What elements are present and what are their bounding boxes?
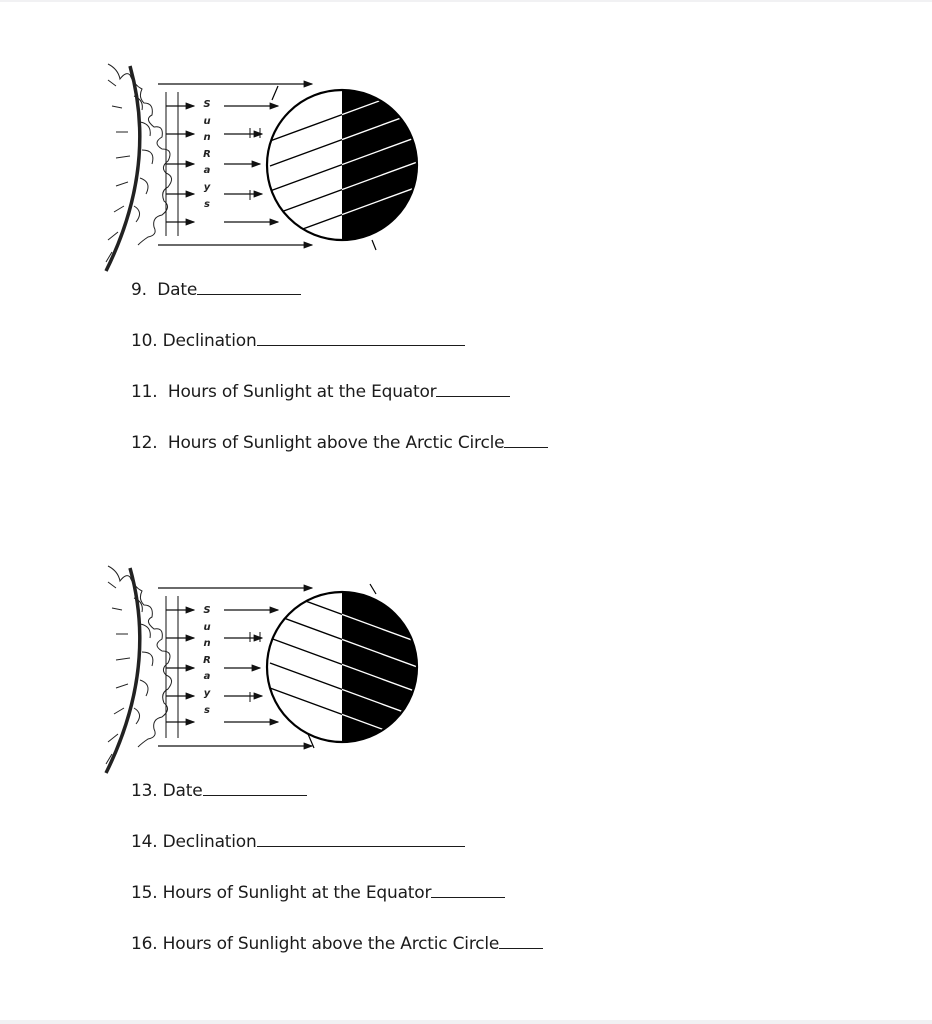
answer-blank[interactable] [504,434,548,448]
question-text: Date [162,781,203,801]
letter-s: S [203,605,211,616]
question-text: Declination [162,832,257,852]
question-text: Declination [162,331,257,351]
question-number: 16. [131,934,158,954]
letter-s2: s [204,704,210,716]
question-9 [131,280,301,300]
sun-icon [106,64,172,271]
question-15 [131,883,505,903]
question-13 [131,781,307,801]
sun-earth-diagram-2 [100,558,430,783]
question-text: Hours of Sunlight above the Arctic Circle [162,934,500,954]
sun-icon [106,566,172,773]
letter-s: S [203,99,211,110]
answer-blank[interactable] [499,935,543,949]
question-text: Date [157,280,198,300]
question-12 [131,433,548,453]
question-text: Hours of Sunlight above the Arctic Circle [167,433,505,453]
question-10 [131,331,465,351]
question-text: Hours of Sunlight at the Equator [162,883,432,903]
question-number: 15. [131,883,158,903]
question-14 [131,832,465,852]
letter-y: y [203,181,211,193]
answer-blank[interactable] [203,782,307,796]
letter-s2: s [204,198,210,210]
diagram-2-svg [100,558,430,783]
answer-blank[interactable] [257,833,465,847]
letter-a: a [203,671,211,683]
letter-n: n [203,132,211,144]
question-16 [131,934,543,954]
sun-rays-label [199,97,215,213]
question-number: 10. [131,331,158,351]
answer-blank[interactable] [197,281,301,295]
question-number: 12. [131,433,158,453]
question-number: 9. [131,280,147,300]
question-number: 14. [131,832,158,852]
letter-y: y [203,687,211,699]
question-number: 11. [131,382,158,402]
question-text: Hours of Sunlight at the Equator [167,382,437,402]
question-11 [131,382,510,402]
question-number: 13. [131,781,158,801]
letter-n: n [203,638,211,650]
letter-r: R [203,148,211,160]
letter-u: u [203,115,211,127]
worksheet-page [0,2,932,1020]
sun-rays-label [199,603,215,719]
answer-blank[interactable] [436,383,510,397]
letter-r: R [203,654,211,666]
letter-u: u [203,621,211,633]
letter-a: a [203,165,211,177]
sun-earth-diagram-1 [100,56,430,281]
answer-blank[interactable] [431,884,505,898]
answer-blank[interactable] [257,332,465,346]
diagram-1-svg [100,56,430,281]
